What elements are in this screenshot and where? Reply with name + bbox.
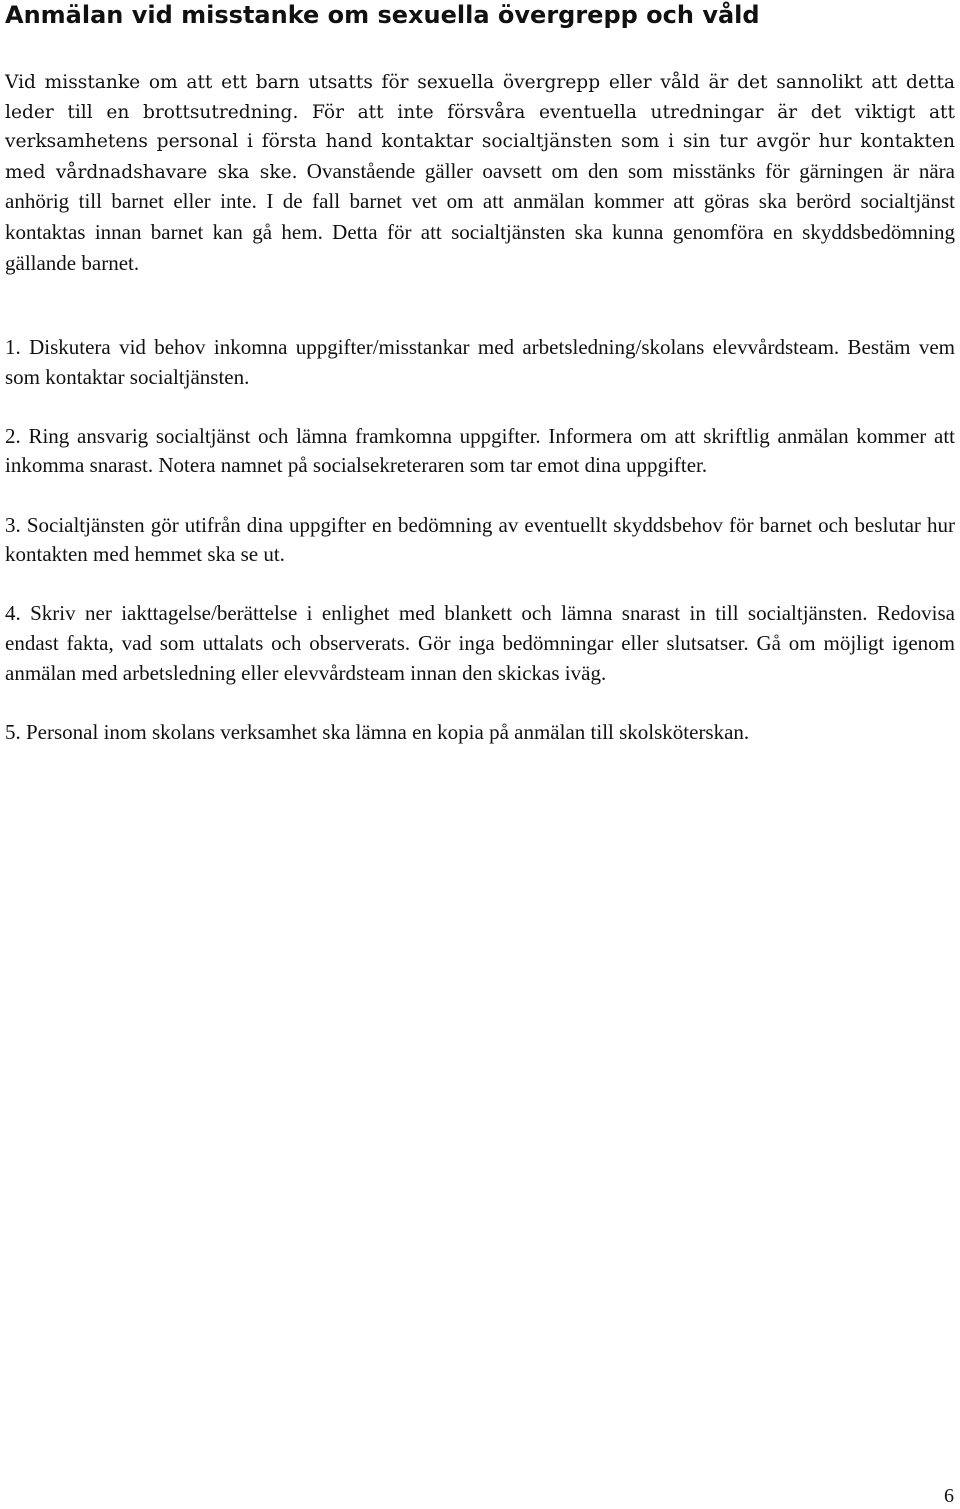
list-item-3: 3. Socialtjänsten gör utifrån dina uppgifter en bedömning av eventuellt skyddsbehov för barnet och beslutar hur kontakten med hemmet ska se ut. xyxy=(5,512,955,567)
instruction-list xyxy=(5,333,955,777)
list-item-4: 4. Skriv ner iakttagelse/berättelse i enlighet med blankett och lämna snarast in till socialtjänsten. Redovisa endast fakta, vad som uttalats och observerats. Gör inga bedömningar eller slutsatser. Gå om möjligt igenom anmälan med arbetsledning eller elevvårdsteam innan den skickas iväg. xyxy=(5,601,955,685)
list-item-1: 1. Diskutera vid behov inkomna uppgifter/misstankar med arbetsledning/skolans elevvårdsteam. Bestäm vem som kontaktar socialtjänsten. xyxy=(5,335,955,389)
page-number: 6 xyxy=(944,1485,954,1507)
intro-paragraph xyxy=(5,68,955,279)
list-item-2: 2. Ring ansvarig socialtjänst och lämna framkomna uppgifter. Informera om att skriftlig anmälan kommer att inkomma snarast. Notera namnet på socialsekreteraren som tar emot dina uppgifter. xyxy=(5,423,955,478)
intro-text-rest: Ovanstående gäller oavsett om den som misstänks för gärningen är nära anhörig till barnet eller inte. I de fall barnet vet om att anmälan kommer att göras ska berörd socialtjänst kontaktas innan barnet kan gå hem. Detta för att socialtjänsten ska kunna genomföra en skyddsbedömning gällande barnet. xyxy=(5,158,955,275)
intro-text-serif: Vid misstanke om att ett barn utsatts för sexuella övergrepp eller våld är det sannolikt att detta leder till en brottsutredning. För att inte försvåra eventuella utredningar är det viktigt att verksamhetens personal i första hand kontaktar socialtjänsten som i sin tur avgör hur kontakten med vårdnadshavare ska ske. xyxy=(5,72,955,183)
document-title: Anmälan vid misstanke om sexuella övergrepp och våld xyxy=(5,1,760,29)
list-item-5: 5. Personal inom skolans verksamhet ska lämna en kopia på anmälan till skolsköterskan. xyxy=(5,719,750,744)
